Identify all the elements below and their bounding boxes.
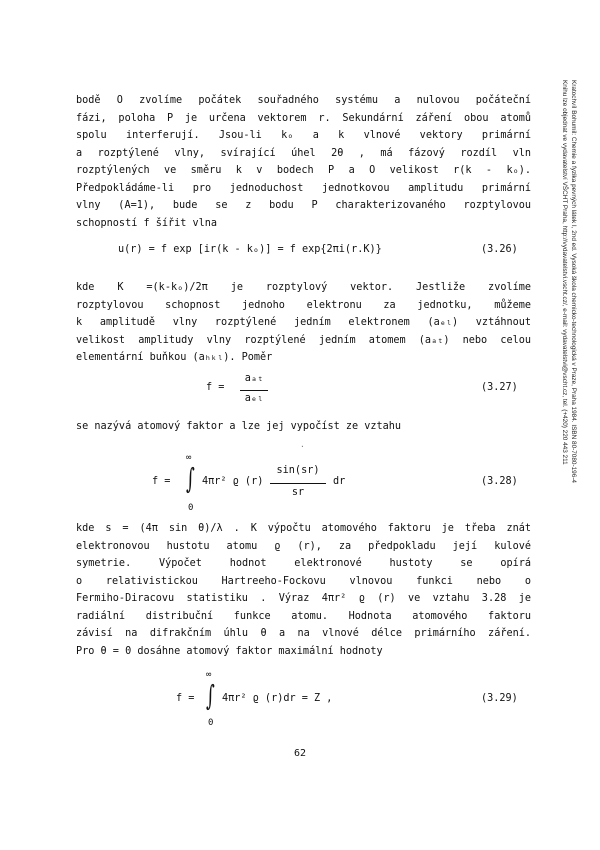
integrand: 4πr² ϱ (r)dr = Z , [222, 693, 333, 704]
text-line: se nazývá atomový faktor a lze jej vypočíst ze vztahu [76, 421, 402, 432]
fraction-bar [270, 483, 326, 484]
fraction-bar [240, 390, 268, 391]
integral-sign: ∫ [206, 679, 215, 712]
integrand: 4πr² ϱ (r) [202, 476, 264, 487]
equation-number: (3.26) [481, 244, 518, 255]
citation-line-1: Kratochvíl Bohumil: Chemie a fyzika pevných látek I, 2nd ed. Vysoká škola chemicko-technologická v Praze, Praha 1984. ISBN 80-7080-196-4 [570, 80, 577, 483]
text-line: radiální distribuční funkce atomu. Hodnota atomového faktoru [76, 610, 531, 622]
text-line: k amplitudě vlny rozptýlené jedním elektronem (aₑₗ) vztáhnout [76, 317, 531, 328]
text-line: spolu interferují. Jsou-li kₒ a k vlnové vektory primární [76, 130, 531, 141]
scan-speck: · [300, 442, 305, 451]
text-line: Fermiho-Diracovu statistiku . Výraz 4πr² ϱ (r) ve vztahu 3.28 je [76, 593, 531, 604]
text-line: velikost amplitudy vlny rozptýlené jedním atomem (aₐₜ) nebo celou [76, 334, 531, 346]
differential: dr [333, 476, 346, 487]
fraction-denominator: sr [291, 487, 305, 498]
paragraph-2 [76, 279, 531, 367]
integral-lower-limit: 0 [188, 503, 194, 513]
equation-3-28-lhs: f = [152, 476, 171, 487]
text-line: rozptýlených ve směru k v bodech P a O velikost r(k - kₒ). [76, 165, 531, 176]
equation-number: (3.27) [481, 382, 518, 393]
equation-3-29-lhs: f = [176, 693, 195, 704]
integral-sign: ∫ [186, 462, 195, 495]
text-line: závisí na difrakčním úhlu θ a na vlnové délce primárního záření. [76, 628, 531, 639]
text-line: kde s = (4π sin θ)/λ . K výpočtu atomového faktoru je třeba znát [76, 523, 531, 534]
integral-lower-limit: 0 [208, 718, 214, 728]
integral-upper-limit: ∞ [206, 670, 212, 680]
text-line: symetrie. Výpočet hodnot elektronové hustoty se opírá [76, 558, 531, 569]
fraction-numerator: aₐₜ [244, 373, 264, 384]
text-line: bodě O zvolíme počátek souřadného systému a nulovou počáteční [76, 95, 531, 106]
text-line: kde K =(k-kₒ)/2π je rozptylový vektor. Jestliže zvolíme [76, 282, 531, 293]
fraction-denominator: aₑₗ [244, 393, 264, 404]
fraction-numerator: sin(sr) [276, 465, 320, 476]
text-line: schopností f šířit vlna [76, 217, 218, 229]
paragraph-3 [76, 520, 531, 660]
text-line: vlny (A=1), bude se z bodu P charakterizovaného rozptylovou [76, 200, 531, 211]
text-line: elektronovou hustotu atomu ϱ (r), za předpokladu její kulové [76, 540, 531, 552]
text-line: Předpokládáme-li pro jednoduchost jednotkovou amplitudu primární [76, 182, 531, 194]
equation-number: (3.28) [481, 476, 518, 487]
text-line: fázi, poloha P je určena vektorem r. Sekundární záření obou atomů [76, 112, 531, 124]
page-number: 62 [293, 748, 307, 759]
text-line: Pro θ = 0 dosáhne atomový faktor maximální hodnoty [76, 645, 383, 657]
text-line: rozptylovou schopnost jednoho elektronu za jednotku, můžeme [76, 299, 531, 311]
text-line: o relativistickou Hartreeho-Fockovu vlnovou funkci nebo o [76, 575, 531, 587]
citation-side-note [560, 80, 578, 640]
equation-3-27-lhs: f = [206, 382, 225, 393]
text-line: a rozptýlené vlny, svírající úhel 2θ , má fázový rozdíl vln [76, 147, 531, 159]
equation-number: (3.29) [481, 693, 518, 704]
paragraph-1 [76, 92, 531, 232]
equation-3-26: u(r) = f exp [ir(k - kₒ)] = f exp{2πi(r.K)} [118, 244, 382, 255]
paragraph-intro-3-28 [76, 418, 531, 436]
citation-line-2: Knihu lze objednat ve vydavatelství VŠCHT Praha, http://vydavatelstvi.vscht.cz/, e-mail: vydavatelstvi@vscht.cz, tel. (+420) 220 443 211 [561, 80, 568, 465]
integral-upper-limit: ∞ [186, 453, 192, 463]
text-line: elementární buňkou (aₕₖₗ). Poměr [76, 352, 273, 363]
